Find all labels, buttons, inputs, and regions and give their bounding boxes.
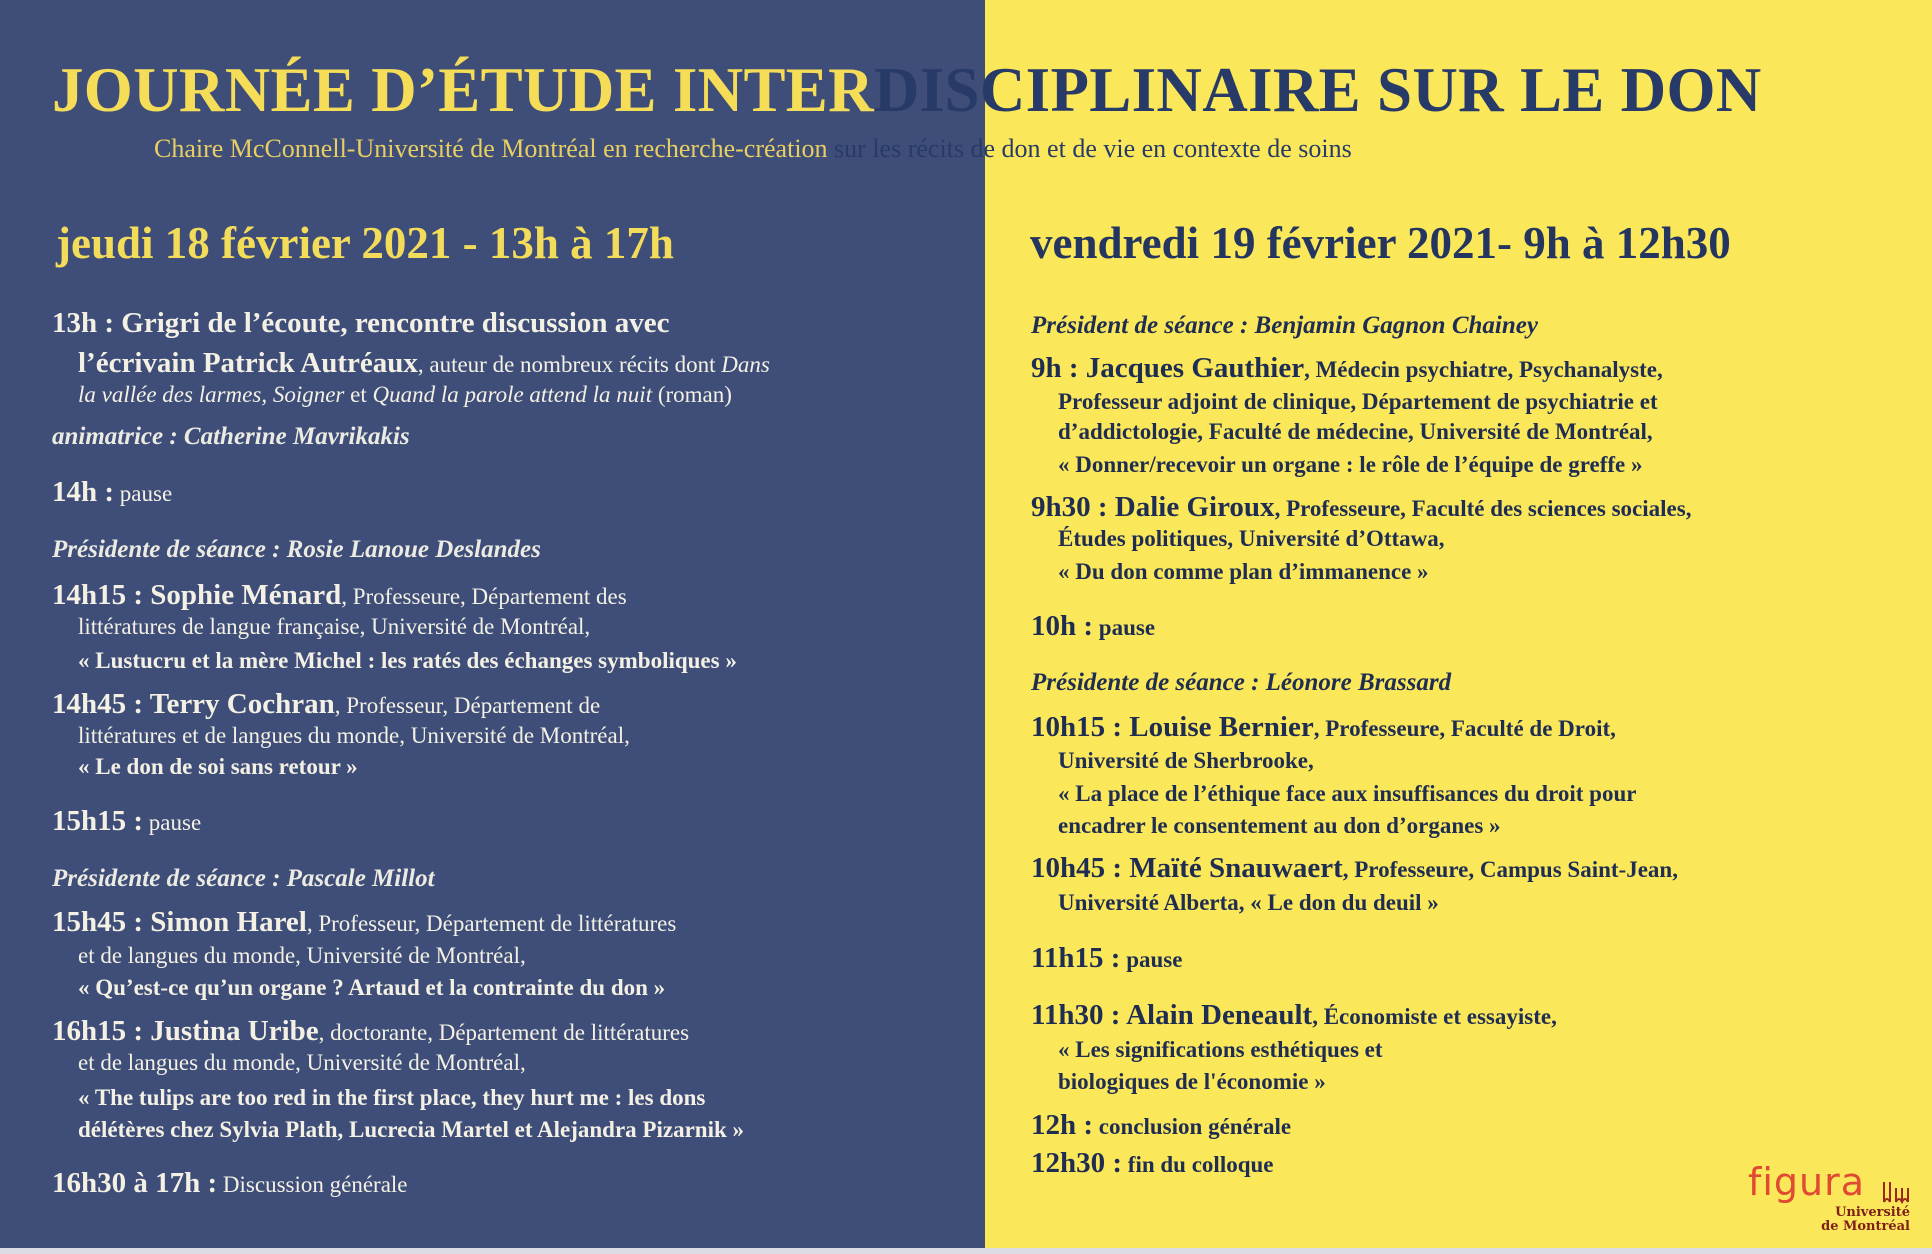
- time-speaker: 16h15 : Justina Uribe: [52, 1015, 319, 1047]
- session-11h30-talk-2: [1058, 1067, 1326, 1097]
- figura-logo: [1748, 1162, 1908, 1232]
- chair-pascale: [52, 864, 435, 894]
- speaker-desc: , auteur de nombreux récits dont: [417, 352, 722, 377]
- session-9h-affil-1: [1058, 387, 1658, 417]
- talk-title: biologiques de l'économie »: [1058, 1069, 1326, 1094]
- time-label: 10h :: [1031, 610, 1094, 642]
- pause-15h15: [52, 806, 201, 838]
- pause-14h: [52, 477, 172, 509]
- session-11h30: [1031, 1000, 1557, 1032]
- speaker-affiliation: et de langues du monde, Université de Montréal,: [78, 943, 526, 968]
- session-16h15: [52, 1016, 689, 1048]
- chair-label: Présidente de séance : Pascale Millot: [52, 865, 435, 892]
- speaker-affiliation: Université Alberta, « Le don du deuil »: [1058, 890, 1439, 915]
- session-16h15-talk-1: [78, 1083, 705, 1113]
- poster-subtitle: [154, 132, 1352, 166]
- time-label: 16h30 à 17h :: [52, 1167, 218, 1199]
- session-9h: [1031, 353, 1663, 385]
- session-14h15: [52, 580, 627, 612]
- speaker-affiliation: Université de Sherbrooke,: [1058, 748, 1314, 773]
- session-13h-detail: [78, 348, 770, 380]
- day2-heading: vendredi 19 février 2021- 9h à 12h30: [1030, 218, 1731, 268]
- conclusion-label: conclusion générale: [1093, 1114, 1292, 1139]
- time-speaker: 14h15 : Sophie Ménard: [52, 579, 342, 611]
- session-12h30: [1031, 1148, 1274, 1180]
- closing-label: fin du colloque: [1122, 1152, 1274, 1177]
- session-9h30: [1031, 492, 1691, 524]
- chair-label: Présidente de séance : Rosie Lanoue Deslandes: [52, 536, 541, 563]
- speaker-affiliation: Études politiques, Université d’Ottawa,: [1058, 526, 1445, 551]
- speaker-name: l’écrivain Patrick Autréaux: [78, 347, 418, 379]
- book-genre: (roman): [652, 382, 732, 407]
- speaker-desc: , Économiste et essayiste,: [1312, 1004, 1557, 1029]
- speaker-desc: , Professeure, Faculté des sciences sociales,: [1274, 496, 1692, 521]
- chair-leonore: [1031, 668, 1451, 698]
- animatrice: [52, 422, 410, 452]
- udem-mark-icon: [1881, 1178, 1911, 1204]
- title-left-part: JOURNÉE D’ÉTUDE INTER: [52, 55, 874, 125]
- talk-title: « La place de l’éthique face aux insuffisances du droit pour: [1058, 781, 1637, 806]
- speaker-desc: , Professeure, Campus Saint-Jean,: [1342, 857, 1678, 882]
- session-16h15-affil: [78, 1048, 526, 1078]
- speaker-affiliation: et de langues du monde, Université de Montréal,: [78, 1050, 526, 1075]
- session-9h30-talk: [1058, 557, 1429, 587]
- session-15h45-talk: [78, 973, 665, 1003]
- chair-label: animatrice : Catherine Mavrikakis: [52, 423, 410, 450]
- speaker-desc: , Médecin psychiatre, Psychanalyste,: [1304, 357, 1663, 382]
- subtitle-right-part: sur les récits de don et de vie en contexte de soins: [834, 134, 1352, 163]
- talk-title: « The tulips are too red in the first place, they hurt me : les dons: [78, 1085, 706, 1110]
- speaker-affiliation: d’addictologie, Faculté de médecine, Université de Montréal,: [1058, 419, 1653, 444]
- time-speaker: 9h : Jacques Gauthier: [1031, 352, 1305, 384]
- poster-title: [52, 50, 1932, 130]
- pause-label: pause: [1093, 615, 1156, 640]
- chair-label: Président de séance : Benjamin Gagnon Chainey: [1031, 312, 1538, 339]
- time-label: 11h15 :: [1031, 942, 1121, 974]
- day1-heading: jeudi 18 février 2021 - 13h à 17h: [56, 218, 674, 268]
- session-10h15-talk-2: [1058, 811, 1501, 841]
- pause-11h15: [1031, 943, 1182, 975]
- speaker-affiliation: littératures de langue française, Université de Montréal,: [78, 614, 591, 639]
- session-10h15-affil: [1058, 746, 1314, 776]
- time-speaker: 9h30 : Dalie Giroux: [1031, 491, 1275, 523]
- talk-title: encadrer le consentement au don d’organes »: [1058, 813, 1501, 838]
- talk-title: « Du don comme plan d’immanence »: [1058, 559, 1429, 584]
- session-14h45-affil: [78, 721, 630, 751]
- talk-title: délétères chez Sylvia Plath, Lucrecia Martel et Alejandra Pizarnik »: [78, 1117, 745, 1142]
- speaker-desc: , Professeure, Département des: [341, 584, 627, 609]
- chair-label: Présidente de séance : Léonore Brassard: [1031, 669, 1452, 696]
- session-10h45-affil: [1058, 888, 1439, 918]
- time-label: 12h30 :: [1031, 1147, 1123, 1179]
- speaker-affiliation: Professeur adjoint de clinique, Département de psychiatrie et: [1058, 389, 1658, 414]
- session-15h45-affil: [78, 941, 526, 971]
- session-11h30-talk-1: [1058, 1035, 1383, 1065]
- talk-title: « Le don de soi sans retour »: [78, 754, 358, 779]
- pause-label: pause: [143, 810, 202, 835]
- session-9h-affil-2: [1058, 417, 1653, 447]
- session-14h15-talk: [78, 646, 737, 676]
- speaker-desc: , doctorante, Département de littératures: [318, 1020, 690, 1045]
- time-label: 15h15 :: [52, 805, 144, 837]
- speaker-desc: , Professeure, Faculté de Droit,: [1313, 716, 1616, 741]
- session-10h15: [1031, 712, 1616, 744]
- pause-label: pause: [114, 481, 173, 506]
- session-12h: [1031, 1110, 1291, 1142]
- bottom-strip: [0, 1248, 1932, 1254]
- session-14h45: [52, 689, 600, 721]
- time-speaker: 14h45 : Terry Cochran: [52, 688, 335, 720]
- talk-title: « Donner/recevoir un organe : le rôle de l’équipe de greffe »: [1058, 452, 1643, 477]
- session-16h15-talk-2: [78, 1115, 744, 1145]
- discussion-label: Discussion générale: [217, 1172, 408, 1197]
- figura-wordmark: figura: [1748, 1160, 1866, 1204]
- talk-title: « Lustucru et la mère Michel : les ratés des échanges symboliques »: [78, 648, 737, 673]
- talk-title: « Qu’est-ce qu’un organe ? Artaud et la contrainte du don »: [78, 975, 666, 1000]
- udem-label-line1: Université: [1835, 1205, 1910, 1220]
- book-title: Dans: [721, 352, 770, 377]
- session-9h30-affil: [1058, 524, 1445, 554]
- connector-text: et: [344, 382, 373, 407]
- session-10h15-talk-1: [1058, 779, 1636, 809]
- time-speaker: 10h45 : Maïté Snauwaert: [1031, 852, 1343, 884]
- speaker-desc: , Professeur, Département de littératures: [306, 911, 677, 936]
- subtitle-left-part: Chaire McConnell-Université de Montréal en recherche-création: [154, 134, 835, 163]
- speaker-affiliation: littératures et de langues du monde, Université de Montréal,: [78, 723, 630, 748]
- time-speaker: 10h15 : Louise Bernier: [1031, 711, 1314, 743]
- pause-10h: [1031, 611, 1155, 643]
- session-9h-talk: [1058, 450, 1642, 480]
- time-label: 13h : Grigri de l’écoute, rencontre discussion avec: [52, 307, 670, 339]
- session-10h45: [1031, 853, 1678, 885]
- time-label: 12h :: [1031, 1109, 1094, 1141]
- speaker-desc: , Professeur, Département de: [334, 693, 601, 718]
- time-speaker: 11h30 : Alain Deneault: [1031, 999, 1313, 1031]
- title-right-part: DISCIPLINAIRE SUR LE DON: [873, 55, 1762, 125]
- session-16h30: [52, 1168, 408, 1200]
- udem-label: [1748, 1206, 1910, 1234]
- book-title: Quand la parole attend la nuit: [372, 382, 653, 407]
- session-13h: [52, 308, 670, 340]
- chair-benjamin: [1031, 311, 1538, 341]
- session-15h45: [52, 907, 676, 939]
- time-label: 14h :: [52, 476, 115, 508]
- book-title: la vallée des larmes, Soigner: [78, 382, 345, 407]
- udem-label-line2: de Montréal: [1821, 1219, 1910, 1234]
- chair-rosie: [52, 535, 541, 565]
- time-speaker: 15h45 : Simon Harel: [52, 906, 307, 938]
- talk-title: « Les significations esthétiques et: [1058, 1037, 1383, 1062]
- session-14h45-talk: [78, 752, 358, 782]
- session-13h-books: [78, 380, 732, 410]
- pause-label: pause: [1120, 947, 1183, 972]
- session-14h15-affil: [78, 612, 590, 642]
